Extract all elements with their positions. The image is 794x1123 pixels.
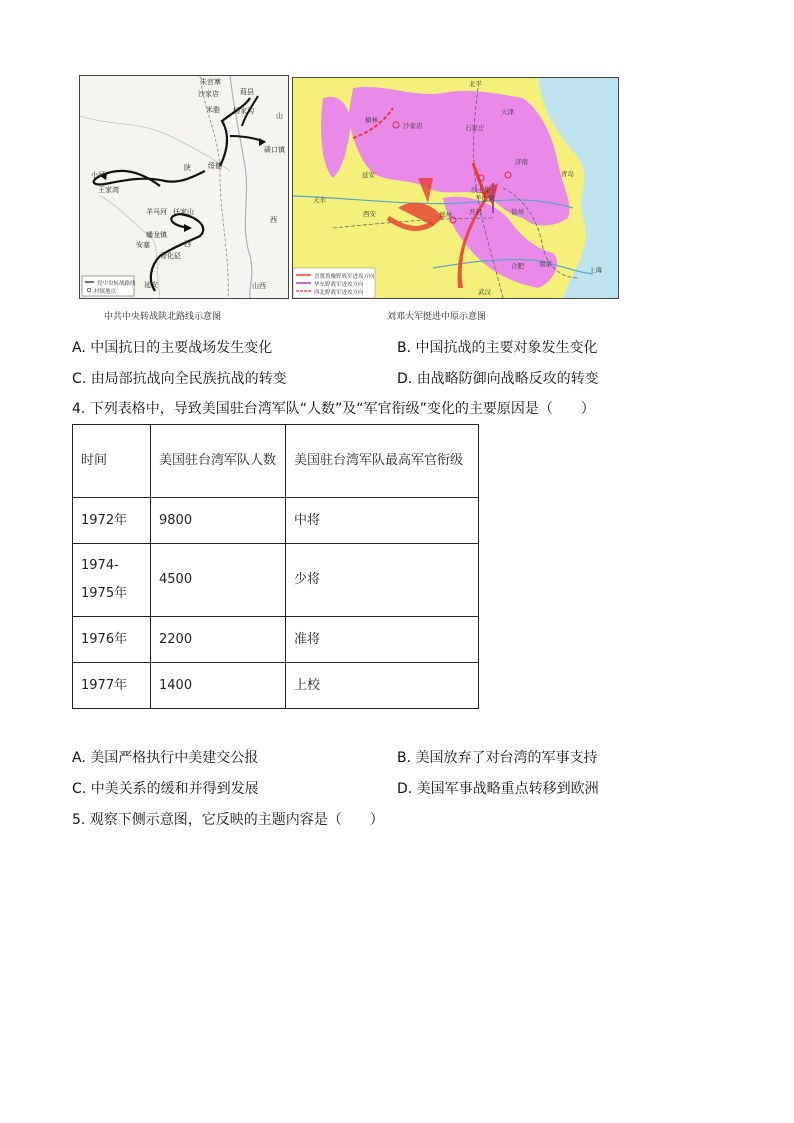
- table-header-row: [73, 425, 479, 498]
- map1-label: 安塞: [136, 241, 150, 249]
- table-row: [73, 663, 479, 709]
- table-cell: 1972年: [73, 498, 151, 544]
- table-row: [73, 498, 479, 544]
- map2-label: 延安: [362, 171, 375, 179]
- map1-label: 小河: [91, 171, 105, 179]
- map2-label: 天水: [313, 196, 326, 204]
- table-header-cell: 时间: [73, 425, 151, 498]
- map1-label: 青化砭: [160, 252, 181, 260]
- map2-label: 沙土集: [471, 186, 491, 194]
- table-header-cell: 美国驻台湾军队人数: [151, 425, 286, 498]
- table-cell: 4500: [151, 544, 286, 617]
- map2-label: 羊山集: [475, 194, 495, 202]
- map1-label: 王家湾: [98, 186, 119, 194]
- map2-label: 榆林: [365, 116, 378, 124]
- map1-label: 延安: [144, 281, 158, 289]
- option-3d[interactable]: D. 由战略防御向战略反攻的转变: [397, 371, 599, 387]
- map2-legend-item: 西北野战军进攻方向: [314, 290, 364, 296]
- table-cell: 2200: [151, 617, 286, 663]
- map2-label: 青岛: [561, 170, 574, 178]
- table-row: [73, 544, 479, 617]
- map1-label: 山西: [252, 282, 266, 290]
- map-liudeng-drawing: [293, 78, 618, 298]
- map2-legend-item: 晋冀鲁豫野战军进攻方向: [314, 274, 375, 280]
- question-4: 4. 下列表格中，导致美国驻台湾军队“人数”及“军官衔级”变化的主要原因是（ ）: [72, 401, 595, 417]
- option-3a[interactable]: A. 中国抗日的主要战场发生变化: [72, 340, 273, 356]
- map1-caption: 中共中央转战陕北路线示意图: [104, 312, 222, 322]
- table-cell: 上校: [286, 663, 479, 709]
- question-5: 5. 观察下侧示意图，它反映的主题内容是（ ）: [72, 812, 384, 828]
- map1-legend-item: 村镇地点: [94, 289, 117, 295]
- map1-label: 陕: [184, 164, 191, 172]
- map2-label: 北平: [469, 80, 482, 88]
- map1-label: 杨家沟: [233, 107, 254, 115]
- map2-label: 开封: [469, 208, 482, 216]
- map1-label: 任家山: [173, 208, 194, 216]
- map1-label: 羊马河: [146, 208, 167, 216]
- map1-label: 米脂: [206, 106, 220, 114]
- map2-label: 武汉: [478, 288, 491, 296]
- option-3c[interactable]: C. 由局部抗战向全民族抗战的转变: [72, 371, 287, 387]
- table-cell: 1977年: [73, 663, 151, 709]
- table-cell: 1400: [151, 663, 286, 709]
- map2-label: 西安: [363, 210, 376, 218]
- table-cell: 准将: [286, 617, 479, 663]
- map2-label: 合肥: [511, 262, 524, 270]
- map1-label: 绥德: [208, 162, 222, 170]
- map2-caption: 刘邓大军挺进中原示意图: [387, 312, 487, 322]
- map2-label: 南京: [539, 260, 552, 268]
- map2-label: 石家庄: [465, 124, 485, 132]
- map1-label: 沙家店: [198, 90, 219, 98]
- option-4c[interactable]: C. 中美关系的缓和并得到发展: [72, 781, 259, 797]
- map2-legend-item: 华东野战军进攻方向: [314, 282, 364, 288]
- map-shaanbei-route: [79, 75, 289, 299]
- table-header-cell: 美国驻台湾军队最高军官衔级: [286, 425, 479, 498]
- table-cell: 1974-1975年: [73, 544, 151, 617]
- map1-label: 西: [184, 240, 191, 248]
- map2-label: 上海: [589, 266, 602, 274]
- map1-label: 朱官寨: [200, 78, 221, 86]
- table-cell: 1976年: [73, 617, 151, 663]
- map2-label: 郑州: [439, 211, 452, 219]
- table-cell: 中将: [286, 498, 479, 544]
- map1-label: 山: [276, 112, 283, 120]
- map1-label: 碛口镇: [264, 146, 285, 154]
- option-4b[interactable]: B. 美国放弃了对台湾的军事支持: [397, 750, 598, 766]
- option-4d[interactable]: D. 美国军事战略重点转移到欧洲: [397, 781, 599, 797]
- map2-label: 济南: [515, 158, 528, 166]
- table-cell: 9800: [151, 498, 286, 544]
- option-3b[interactable]: B. 中国抗战的主要对象发生变化: [397, 340, 598, 356]
- map2-label: 沙家店: [403, 122, 423, 130]
- map-liudeng-army: [292, 77, 619, 299]
- table-row: [73, 617, 479, 663]
- map1-label: 蟠龙镇: [146, 231, 167, 239]
- option-4a[interactable]: A. 美国严格执行中美建交公报: [72, 750, 259, 766]
- map2-label: 天津: [501, 108, 514, 116]
- map1-label: 西: [270, 216, 277, 224]
- map1-legend-item: 党中央转战路线: [97, 281, 136, 287]
- map2-label: 徐州: [511, 208, 524, 216]
- troops-table: [72, 424, 479, 709]
- table-cell: 少将: [286, 544, 479, 617]
- map1-label: 葭县: [240, 88, 254, 96]
